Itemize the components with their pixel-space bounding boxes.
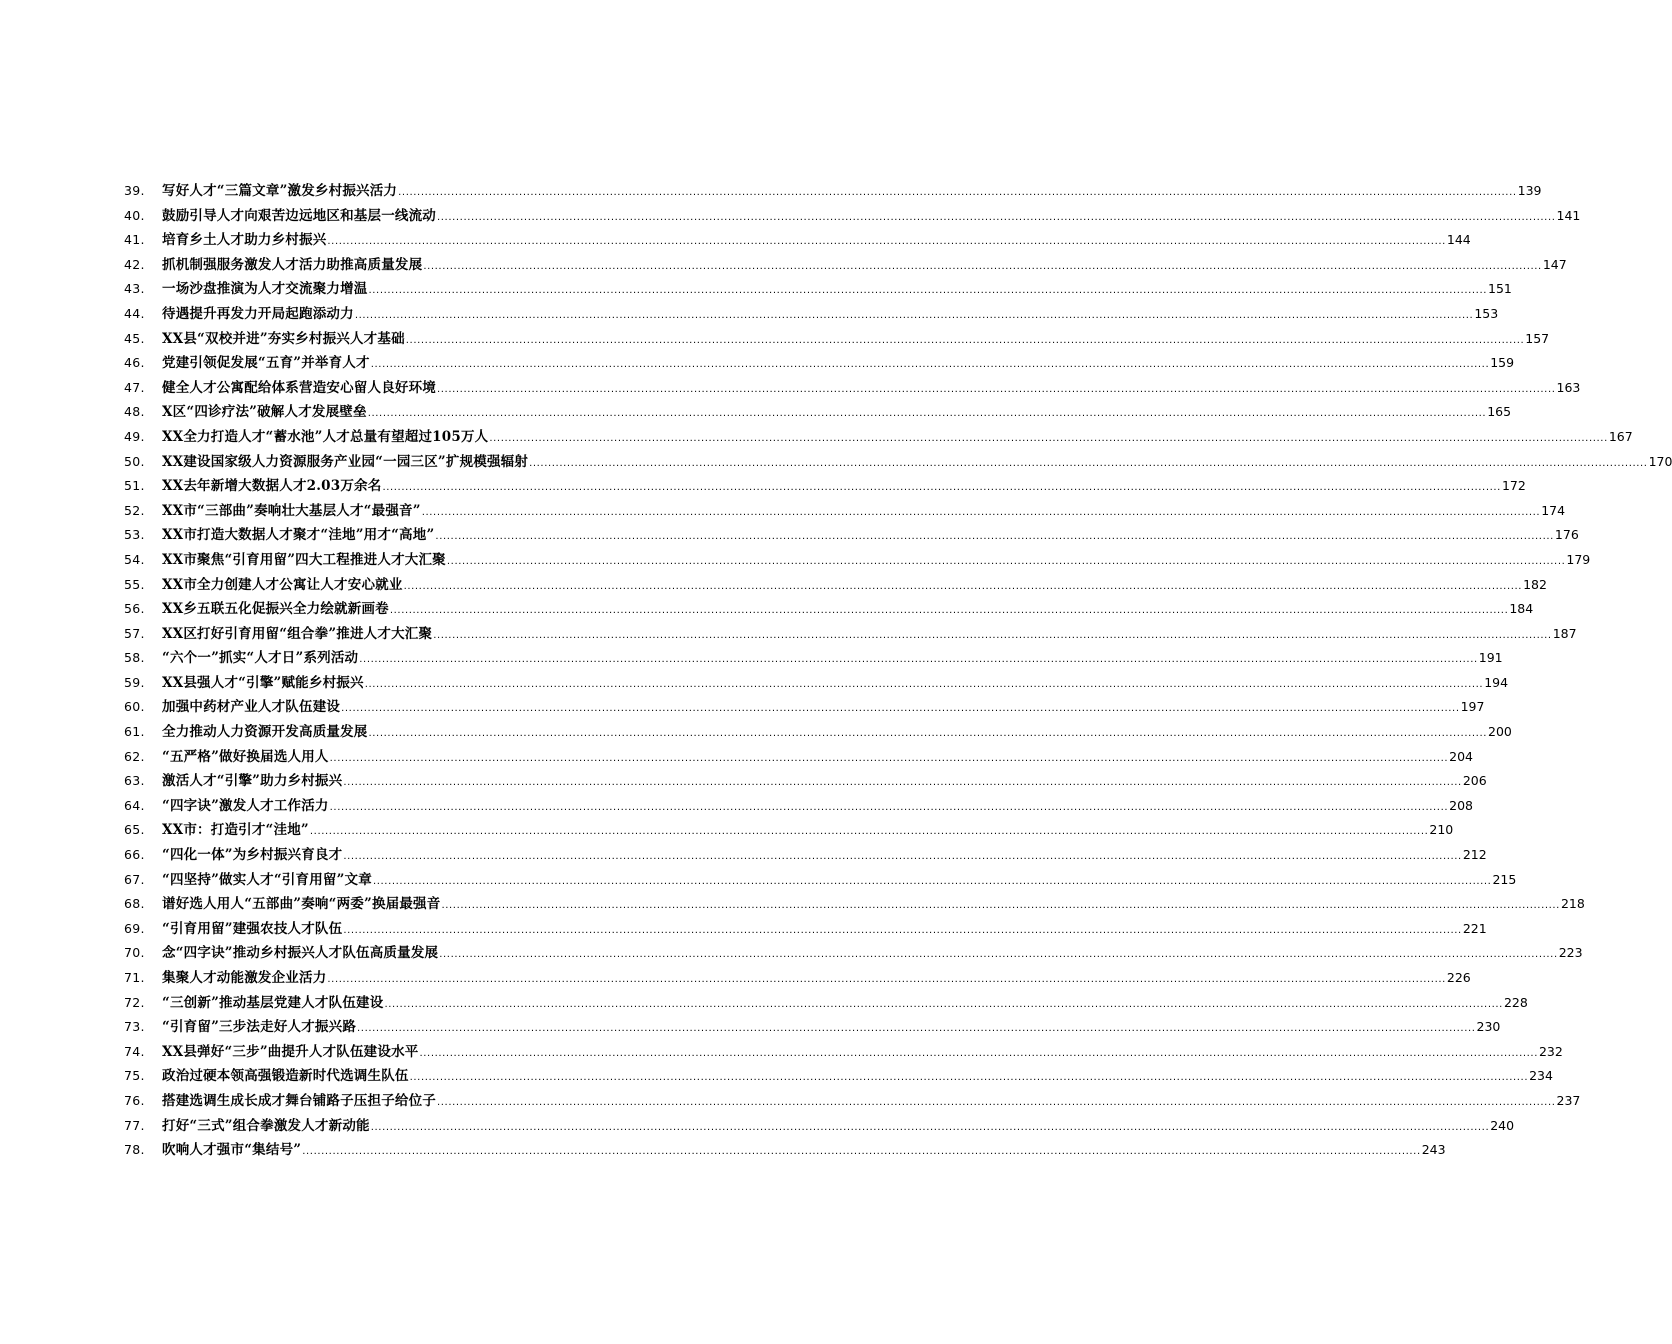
toc-entry[interactable] <box>124 204 1581 229</box>
toc-entry[interactable] <box>124 769 1487 794</box>
toc-entry-page-number: 215 <box>1492 871 1517 887</box>
toc-entry-page-number: 144 <box>1446 232 1471 248</box>
toc-entry-number: 65. <box>124 822 145 838</box>
toc-entry-title: “四字诀”激发人才工作活力 <box>162 797 329 814</box>
toc-entry[interactable] <box>124 1114 1515 1139</box>
toc-entry-page-number: 141 <box>1556 207 1581 223</box>
toc-entry[interactable] <box>124 253 1567 278</box>
toc-entry-title: 抓机制强服务激发人才活力助推高质量发展 <box>162 256 423 273</box>
toc-entry-number: 55. <box>124 576 145 592</box>
toc-dot-leader <box>343 845 1462 870</box>
toc-entry[interactable] <box>124 843 1487 868</box>
toc-entry-page-number: 147 <box>1542 256 1567 272</box>
toc-entry-number: 57. <box>124 625 145 641</box>
toc-entry-page-number: 191 <box>1478 650 1503 666</box>
toc-entry-page-number: 179 <box>1566 551 1591 567</box>
toc-entry-number: 41. <box>124 232 145 248</box>
toc-entry-number: 70. <box>124 945 145 961</box>
toc-entry-number: 75. <box>124 1068 145 1084</box>
toc-dot-leader <box>410 1066 1529 1091</box>
toc-entry-title: XX县弹好“三步”曲提升人才队伍建设水平 <box>162 1043 419 1060</box>
toc-entry[interactable] <box>124 745 1473 770</box>
toc-dot-leader <box>369 279 1488 304</box>
toc-entry-number: 46. <box>124 355 145 371</box>
toc-entry[interactable] <box>124 1089 1581 1114</box>
toc-entry[interactable] <box>124 228 1471 253</box>
toc-entry-number: 77. <box>124 1117 145 1133</box>
toc-entry-page-number: 206 <box>1462 773 1487 789</box>
toc-entry[interactable] <box>124 376 1581 401</box>
toc-dot-leader <box>341 697 1460 722</box>
toc-entry-page-number: 184 <box>1509 601 1534 617</box>
toc-entry[interactable] <box>124 523 1579 548</box>
toc-entry-page-number: 228 <box>1503 994 1528 1010</box>
toc-entry-title: 健全人才公寓配给体系营造安心留人良好环境 <box>162 379 436 396</box>
toc-dot-leader <box>310 820 1429 845</box>
toc-entry-number: 69. <box>124 920 145 936</box>
toc-entry-page-number: 151 <box>1488 281 1512 297</box>
toc-entry-number: 66. <box>124 847 145 863</box>
toc-entry[interactable] <box>124 1015 1501 1040</box>
toc-dot-leader <box>489 427 1608 452</box>
toc-dot-leader <box>529 452 1648 477</box>
toc-entry[interactable] <box>124 474 1526 499</box>
toc-dot-leader <box>327 968 1446 993</box>
toc-entry-title: 写好人才“三篇文章”激发乡村振兴活力 <box>162 183 398 199</box>
toc-entry-number: 49. <box>124 428 145 444</box>
toc-entry-number: 78. <box>124 1142 145 1158</box>
toc-entry-page-number: 172 <box>1501 478 1526 494</box>
toc-entry-number: 58. <box>124 650 145 666</box>
toc-entry-page-number: 221 <box>1462 920 1487 936</box>
toc-entry[interactable] <box>124 597 1534 622</box>
toc-entry-page-number: 197 <box>1460 699 1485 715</box>
toc-entry-page-number: 174 <box>1541 502 1566 518</box>
toc-entry[interactable] <box>124 573 1547 598</box>
toc-entry-number: 44. <box>124 305 145 321</box>
toc-entry-page-number: 182 <box>1523 576 1547 592</box>
toc-dot-leader <box>433 624 1552 649</box>
toc-dot-leader <box>355 304 1474 329</box>
toc-dot-leader <box>423 255 1542 280</box>
toc-entry-page-number: 187 <box>1552 625 1577 641</box>
toc-dot-leader <box>357 1017 1476 1042</box>
toc-dot-leader <box>447 550 1566 575</box>
toc-entry-title: XX区打好引育用留“组合拳”推进人才大汇聚 <box>162 625 433 642</box>
toc-entry[interactable] <box>124 966 1471 991</box>
toc-entry-title: 谱好选人用人“五部曲”奏响“两委”换届最强音 <box>162 896 441 913</box>
toc-entry[interactable] <box>124 917 1487 942</box>
toc-entry-title: 加强中药材产业人才队伍建设 <box>162 699 341 716</box>
toc-entry-page-number: 212 <box>1462 847 1487 863</box>
toc-entry-title: XX去年新增大数据人才2.03万余名 <box>162 478 382 495</box>
toc-entry-title: X区“四诊疗法”破解人才发展壁垒 <box>162 404 367 421</box>
toc-entry-number: 52. <box>124 502 145 518</box>
toc-entry-page-number: 159 <box>1490 355 1515 371</box>
toc-dot-leader <box>369 722 1488 747</box>
toc-dot-leader <box>439 943 1558 968</box>
toc-entry[interactable] <box>124 941 1583 966</box>
toc-entry-title: “引育用留”建强农技人才队伍 <box>162 920 343 937</box>
toc-entry[interactable] <box>124 548 1591 573</box>
toc-entry-number: 73. <box>124 1019 145 1035</box>
toc-entry[interactable] <box>124 302 1499 327</box>
toc-entry-title: XX建设国家级人力资源服务产业园“一园三区”扩规模强辐射 <box>162 453 529 470</box>
toc-entry-page-number: 230 <box>1476 1019 1501 1035</box>
toc-entry-number: 63. <box>124 773 145 789</box>
toc-entry-page-number: 243 <box>1421 1142 1446 1158</box>
toc-entry-number: 40. <box>124 207 145 223</box>
toc-entry[interactable] <box>124 450 1672 475</box>
toc-entry-page-number: 204 <box>1449 748 1473 764</box>
toc-entry-page-number: 240 <box>1490 1117 1515 1133</box>
toc-entry-number: 43. <box>124 281 145 297</box>
toc-entry[interactable] <box>124 327 1550 352</box>
toc-entry[interactable] <box>124 818 1454 843</box>
toc-entry-page-number: 234 <box>1529 1068 1553 1084</box>
toc-entry-title: “引育留”三步法走好人才振兴路 <box>162 1019 357 1036</box>
toc-dot-leader <box>373 870 1492 895</box>
toc-dot-leader <box>371 353 1490 378</box>
toc-entry[interactable] <box>124 179 1542 204</box>
toc-entry-page-number: 226 <box>1446 970 1471 985</box>
toc-entry-title: 培育乡土人才助力乡村振兴 <box>162 232 327 249</box>
toc-entry[interactable] <box>124 695 1485 720</box>
toc-entry-title: 打好“三式”组合拳激发人才新动能 <box>162 1117 370 1134</box>
toc-entry-title: 鼓励引导人才向艰苦边远地区和基层一线流动 <box>162 207 436 224</box>
toc-entry-number: 76. <box>124 1092 145 1108</box>
toc-entry-number: 45. <box>124 330 145 346</box>
toc-entry[interactable] <box>124 1138 1446 1163</box>
toc-entry-page-number: 176 <box>1554 527 1579 543</box>
toc-dot-leader <box>419 1042 1538 1067</box>
toc-entry[interactable] <box>124 671 1509 696</box>
toc-entry-page-number: 208 <box>1449 797 1473 813</box>
toc-entry[interactable] <box>124 868 1517 893</box>
toc-dot-leader <box>365 673 1484 698</box>
toc-entry-number: 62. <box>124 748 145 764</box>
toc-entry-number: 50. <box>124 453 145 469</box>
toc-dot-leader <box>437 378 1556 403</box>
toc-entry-page-number: 218 <box>1560 896 1585 912</box>
toc-entry[interactable] <box>124 1064 1553 1089</box>
toc-entry-number: 56. <box>124 601 145 617</box>
toc-entry-title: 激活人才“引擎”助力乡村振兴 <box>162 773 343 790</box>
toc-entry-page-number: 232 <box>1538 1043 1563 1059</box>
toc-entry-title: “五严格”做好换届选人用人 <box>162 748 329 765</box>
toc-dot-leader <box>302 1140 1421 1165</box>
toc-entry-page-number: 165 <box>1487 404 1512 420</box>
toc-entry-title: XX市聚焦“引育用留”四大工程推进人才大汇聚 <box>162 551 446 568</box>
toc-entry[interactable] <box>124 1040 1563 1065</box>
toc-entry-title: XX县强人才“引擎”赋能乡村振兴 <box>162 674 364 691</box>
toc-entry-number: 61. <box>124 724 145 740</box>
toc-entry-title: 全力推动人力资源开发高质量发展 <box>162 724 368 741</box>
toc-dot-leader <box>435 525 1554 550</box>
toc-entry[interactable] <box>124 720 1512 745</box>
toc-entry[interactable] <box>124 794 1473 819</box>
toc-entry-title: “四化一体”为乡村振兴育良才 <box>162 847 343 864</box>
toc-dot-leader <box>398 181 1517 206</box>
toc-dot-leader <box>437 206 1556 231</box>
toc-dot-leader <box>359 648 1478 673</box>
toc-entry-number: 42. <box>124 256 145 272</box>
toc-entry-page-number: 167 <box>1608 428 1633 444</box>
toc-entry-title: 待遇提升再发力开局起跑添动力 <box>162 305 354 322</box>
toc-dot-leader <box>330 747 1449 772</box>
toc-dot-leader <box>384 993 1503 1018</box>
toc-entry-title: XX乡五联五化促振兴全力绘就新画卷 <box>162 601 389 618</box>
toc-entry[interactable] <box>124 622 1577 647</box>
toc-entry[interactable] <box>124 991 1528 1016</box>
toc-entry-page-number: 237 <box>1556 1092 1581 1108</box>
toc-entry-title: 政治过硬本领高强锻造新时代选调生队伍 <box>162 1068 409 1085</box>
toc-dot-leader <box>371 1116 1490 1141</box>
toc-dot-leader <box>327 230 1446 255</box>
toc-entry-number: 48. <box>124 404 145 420</box>
toc-entry[interactable] <box>124 277 1512 302</box>
toc-entry-title: XX全力打造人才“蓄水池”人才总量有望超过105万人 <box>162 428 489 445</box>
toc-entry[interactable] <box>124 351 1515 376</box>
toc-entry-page-number: 170 <box>1648 453 1672 469</box>
toc-entry[interactable] <box>124 892 1585 917</box>
toc-entry-number: 53. <box>124 527 145 543</box>
toc-entry-number: 60. <box>124 699 145 715</box>
toc-entry[interactable] <box>124 499 1566 524</box>
toc-entry-title: XX县“双校并进”夯实乡村振兴人才基础 <box>162 330 405 347</box>
toc-entry-page-number: 163 <box>1556 379 1581 395</box>
toc-entry-title: “六个一”抓实“人才日”系列活动 <box>162 650 359 667</box>
toc-dot-leader <box>343 919 1462 944</box>
toc-entry-title: XX市打造大数据人才聚才“洼地”用才“高地” <box>162 527 435 544</box>
toc-dot-leader <box>404 575 1523 600</box>
toc-entry-number: 64. <box>124 797 145 813</box>
table-of-contents <box>124 179 1672 1163</box>
toc-entry-number: 72. <box>124 994 145 1010</box>
toc-entry[interactable] <box>124 425 1633 450</box>
toc-entry-page-number: 194 <box>1484 674 1509 690</box>
toc-entry-number: 68. <box>124 896 145 912</box>
toc-dot-leader <box>343 771 1462 796</box>
toc-entry-title: 吹响人才强市“集结号” <box>162 1142 302 1159</box>
toc-entry-title: 党建引领促发展“五育”并举育人才 <box>162 355 370 372</box>
toc-entry-title: “三创新”推动基层党建人才队伍建设 <box>162 994 384 1011</box>
toc-entry-number: 67. <box>124 871 145 887</box>
toc-entry-number: 59. <box>124 674 145 690</box>
toc-entry-number: 74. <box>124 1043 145 1059</box>
toc-entry-title: 集聚人才动能激发企业活力 <box>162 970 327 986</box>
toc-entry[interactable] <box>124 646 1503 671</box>
toc-dot-leader <box>437 1091 1556 1116</box>
toc-entry-page-number: 223 <box>1558 945 1583 961</box>
toc-dot-leader <box>368 402 1487 427</box>
toc-entry-number: 47. <box>124 379 145 395</box>
toc-entry-title: 念“四字诀”推动乡村振兴人才队伍高质量发展 <box>162 945 439 962</box>
toc-entry-page-number: 157 <box>1525 330 1550 346</box>
toc-dot-leader <box>390 599 1509 624</box>
toc-dot-leader <box>382 476 1501 501</box>
toc-entry-title: XX市“三部曲”奏响壮大基层人才“最强音” <box>162 502 421 519</box>
toc-entry-page-number: 200 <box>1488 724 1512 740</box>
toc-dot-leader <box>330 796 1449 821</box>
toc-dot-leader <box>441 894 1560 919</box>
toc-entry[interactable] <box>124 400 1512 425</box>
toc-entry-number: 51. <box>124 478 145 494</box>
toc-entry-title: “四坚持”做实人才“引育用留”文章 <box>162 871 372 888</box>
toc-entry-page-number: 139 <box>1517 183 1542 198</box>
toc-entry-number: 71. <box>124 970 145 985</box>
toc-dot-leader <box>422 501 1541 526</box>
toc-dot-leader <box>406 329 1525 354</box>
toc-entry-title: XX市：打造引才“洼地” <box>162 822 309 839</box>
toc-entry-page-number: 210 <box>1429 822 1454 838</box>
toc-entry-title: 一场沙盘推演为人才交流聚力增温 <box>162 281 368 298</box>
toc-entry-number: 39. <box>124 183 145 198</box>
toc-entry-number: 54. <box>124 551 145 567</box>
toc-entry-title: 搭建选调生成长成才舞台铺路子压担子给位子 <box>162 1092 436 1109</box>
toc-entry-title: XX市全力创建人才公寓让人才安心就业 <box>162 576 403 593</box>
toc-entry-page-number: 153 <box>1474 305 1499 321</box>
